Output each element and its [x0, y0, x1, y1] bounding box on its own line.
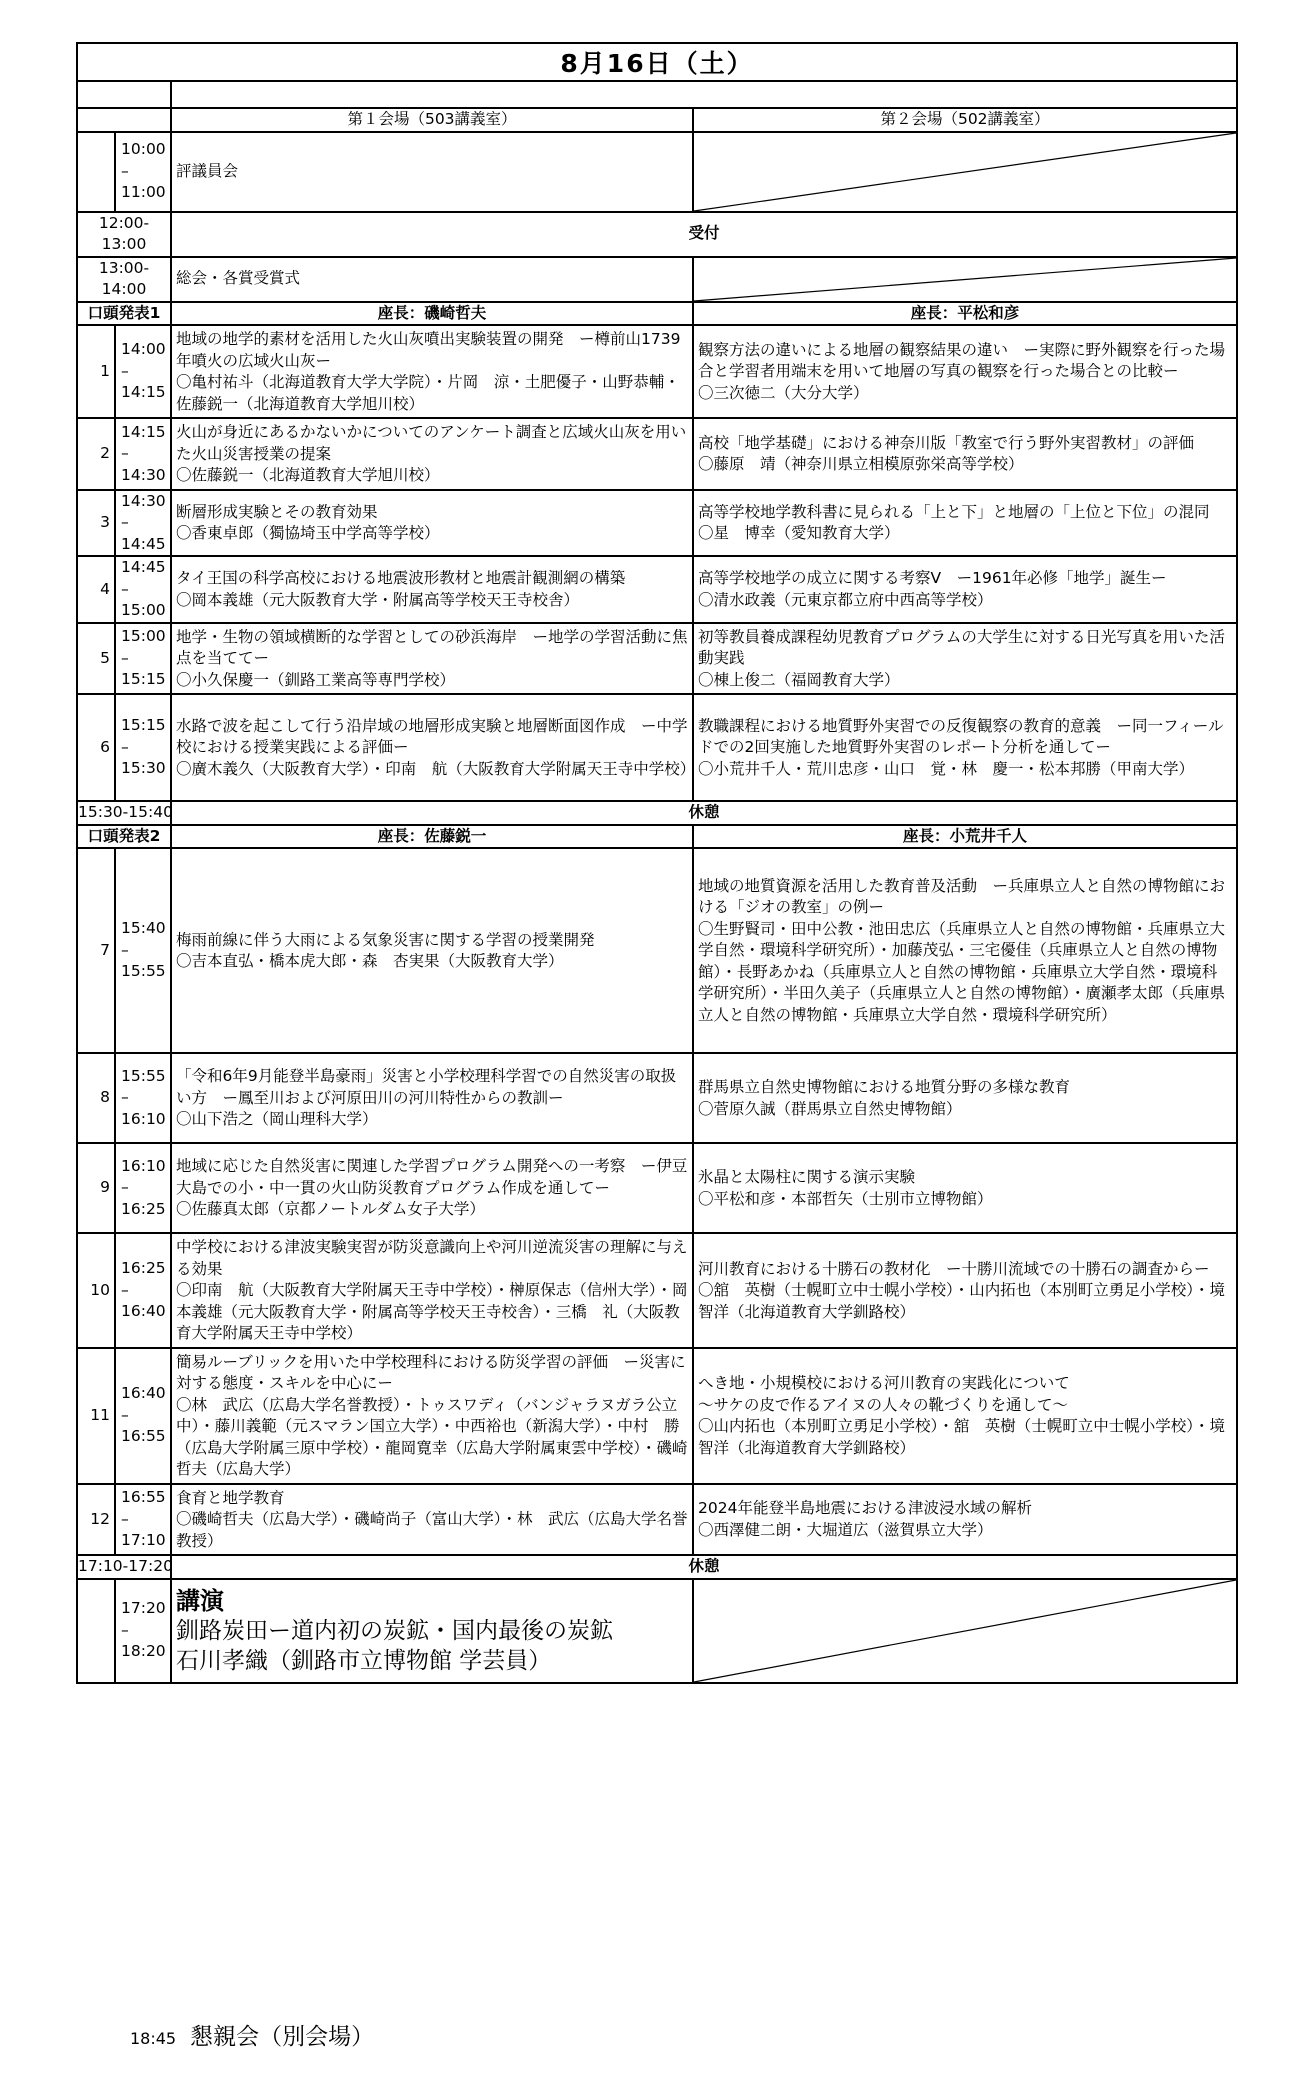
talk-hall2	[693, 694, 1237, 801]
time-start: 14:00	[121, 340, 166, 359]
time-dash: –	[121, 361, 129, 380]
time-start: 16:55	[121, 1488, 166, 1506]
time-end: 17:10	[121, 1531, 166, 1549]
talk-authors: 〇平松和彦・本部哲矢（士別市立博物館）	[698, 1189, 993, 1208]
talk-row	[77, 418, 1237, 490]
time-cell	[115, 694, 171, 801]
date-title: 8月16日（土）	[77, 43, 1237, 81]
break-label: 休憩	[171, 1555, 1237, 1579]
time-cell	[115, 623, 171, 695]
talk-number: 7	[77, 848, 115, 1053]
talk-hall2	[693, 556, 1237, 623]
talk-authors: 〇三次徳二（大分大学）	[698, 383, 869, 402]
talk-title: 高校「地学基礎」における神奈川版「教室で行う野外実習教材」の評価	[698, 433, 1195, 452]
break-time: 15:30-15:40	[77, 801, 171, 825]
talk-authors: 〇生野賢司・田中公教・池田忠広（兵庫県立人と自然の博物館・兵庫県立大学自然・環境科学研究所）・加藤茂弘・三宅優佳（兵庫県立人と自然の博物館）・長野あかね（兵庫県立人と自然の博物館・兵庫県立大学自然・環境科学研究所）・半田久美子（兵庫県立人と自然の博物館）・廣瀬孝太郎（兵庫県立人と自然の博物館・兵庫県立大学自然・環境科学研究所）	[698, 919, 1226, 1024]
lecture-title: 講演	[176, 1586, 224, 1615]
talk-hall1	[171, 1143, 693, 1233]
talk-title: タイ王国の科学高校における地震波形教材と地震計観測網の構築	[176, 569, 626, 588]
talk-title: 梅雨前線に伴う大雨による気象災害に関する学習の授業開発	[176, 930, 595, 949]
talk-number: 1	[77, 325, 115, 418]
talk-authors: 〇山内拓也（本別町立勇足小学校）・舘 英樹（士幌町立中士幌小学校）・境 智洋（北海道教育大学釧路校）	[698, 1417, 1241, 1457]
time-cell	[115, 1233, 171, 1348]
schedule-table	[76, 42, 1241, 1684]
reception-label: 受付	[171, 212, 1237, 257]
venue-hall1: 第１会場（503講義室）	[171, 108, 693, 132]
time-dash: –	[121, 940, 129, 959]
break-label: 休憩	[171, 801, 1237, 825]
talk-title: 地学・生物の領域横断的な学習としての砂浜海岸 ー地学の学習活動に焦点を当ててー	[176, 627, 688, 667]
talk-title: 火山が身近にあるかないかについてのアンケート調査と広域火山灰を用いた火山災害授業の提案	[176, 423, 687, 463]
time-start: 16:10	[121, 1156, 166, 1175]
talk-hall1	[171, 556, 693, 623]
date-row	[77, 43, 1237, 81]
time-cell	[115, 848, 171, 1053]
talk-number: 8	[77, 1053, 115, 1143]
lecture-row	[77, 1579, 1237, 1683]
time-start: 15:00	[121, 627, 166, 645]
time-cell	[115, 490, 171, 557]
talk-number: 10	[77, 1233, 115, 1348]
time-cell	[115, 418, 171, 490]
reception-time-text: 12:00- 13:00	[98, 213, 150, 253]
time-end: 16:10	[121, 1109, 166, 1128]
reception-party	[130, 2018, 374, 2051]
talk-authors: 〇清水政義（元東京都立府中西高等学校）	[698, 590, 993, 609]
general-meeting-row	[77, 257, 1237, 302]
talk-title: へき地・小規模校における河川教育の実践化について	[698, 1374, 1070, 1392]
talk-title: 高等学校地学教科書に見られる「上と下」と地層の「上位と下位」の混同	[698, 502, 1210, 521]
time-dash: –	[121, 579, 129, 598]
talk-authors: 〇山下浩之（岡山理科大学）	[176, 1110, 378, 1129]
blank-cell	[77, 81, 171, 108]
talk-title: 地域に応じた自然災害に関連した学習プログラム開発への一考察 ー伊豆大島での小・中一貫の火山防災教育プログラム作成を通してー	[176, 1157, 688, 1197]
talk-authors: 〇亀村祐斗（北海道教育大学大学院）・片岡 涼・土肥優子・山野恭輔・佐藤鋭一（北海道教育大学旭川校）	[176, 373, 680, 413]
talk-authors: 〇林 武広（広島大学名誉教授）・トゥスワディ（バンジャラヌガラ公立中）・藤川義範（元スマラン国立大学）・中西裕也（新潟大学）・中村 勝（広島大学附属三原中学校）・龍岡寛幸（広島大学附属東雲中学校）・磯崎哲夫（広島大学）	[176, 1395, 688, 1478]
talk-hall1	[171, 623, 693, 695]
talk-hall1	[171, 848, 693, 1053]
talk-authors: 〇小久保慶一（釧路工業高等専門学校）	[176, 670, 456, 689]
talk-row	[77, 848, 1237, 1053]
talk-number: 4	[77, 556, 115, 623]
empty-slot-diagonal	[693, 1579, 1237, 1683]
talk-hall1	[171, 1348, 693, 1484]
break-time: 17:10-17:20	[77, 1555, 171, 1579]
time-cell	[115, 1348, 171, 1484]
time-end: 15:55	[121, 962, 166, 981]
talk-authors: 〇小荒井千人・荒川忠彦・山口 覚・林 慶一・松本邦勝（甲南大学）	[698, 759, 1195, 778]
blank-cell	[171, 81, 1237, 108]
lecture-cell	[171, 1579, 693, 1683]
talk-hall2	[693, 1484, 1237, 1556]
time-dash: –	[121, 1620, 129, 1639]
talk-row	[77, 1053, 1237, 1143]
time-end: 14:30	[121, 465, 166, 484]
session-header-row	[77, 825, 1237, 849]
talk-hall2	[693, 1143, 1237, 1233]
talk-number: 5	[77, 623, 115, 695]
talk-number: 12	[77, 1484, 115, 1556]
reception-time	[77, 212, 171, 257]
talk-hall1	[171, 1053, 693, 1143]
time-cell	[115, 556, 171, 623]
talk-title: 高等学校地学の成立に関する考察Ⅴ ー1961年必修「地学」誕生ー	[698, 569, 1167, 588]
talk-hall2	[693, 325, 1237, 418]
general-meeting-time-text: 13:00- 14:00	[98, 258, 150, 298]
talk-title: 地域の地質資源を活用した教育普及活動 ー兵庫県立人と自然の博物館における「ジオの教室」の例ー	[698, 876, 1226, 917]
time-dash: –	[121, 737, 129, 756]
empty-slot-diagonal	[693, 257, 1237, 302]
talk-title: 河川教育における十勝石の教材化 ー十勝川流域での十勝石の調査からー	[698, 1259, 1210, 1278]
time-cell	[115, 1579, 171, 1683]
time-end: 14:45	[121, 534, 166, 553]
talk-hall1	[171, 1233, 693, 1348]
talk-title: 中学校における津波実験実習が防災意識向上や河川逆流災害の理解に与える効果	[176, 1238, 688, 1278]
talk-title: 教職課程における地質野外実習での反復観察の教育的意義 ー同一フィールドでの2回実施した地質野外実習のレポート分析を通してー	[698, 716, 1224, 757]
chair-hall2: 座長：平松和彦	[693, 302, 1237, 326]
chair-hall1: 座長：佐藤鋭一	[171, 825, 693, 849]
talk-hall2	[693, 418, 1237, 490]
talk-hall2	[693, 1053, 1237, 1143]
break-row	[77, 1555, 1237, 1579]
talk-title: 水路で波を起こして行う沿岸域の地層形成実験と地層断面図作成 ー中学校における授業実践による評価ー	[176, 716, 688, 757]
time-start: 10:00	[121, 140, 166, 159]
time-end: 18:20	[121, 1642, 166, 1661]
talk-authors: 〇磯崎哲夫（広島大学）・磯崎尚子（富山大学）・林 武広（広島大学名誉教授）	[176, 1510, 688, 1550]
talk-hall2	[693, 1233, 1241, 1348]
row-number-blank	[77, 1579, 115, 1683]
time-cell	[115, 1484, 171, 1556]
break-row	[77, 801, 1237, 825]
talk-row	[77, 556, 1237, 623]
time-cell	[115, 325, 171, 418]
time-start: 15:15	[121, 716, 166, 735]
talk-authors: 〇佐藤真太郎（京都ノートルダム女子大学）	[176, 1200, 485, 1219]
time-start: 16:40	[121, 1384, 166, 1403]
row-number-blank	[77, 132, 115, 212]
session-label: 口頭発表1	[77, 302, 171, 326]
talk-authors: 〇廣木義久（大阪教育大学）・印南 航（大阪教育大学附属天王寺中学校）	[176, 759, 696, 778]
session-label: 口頭発表2	[77, 825, 171, 849]
talk-row	[77, 1233, 1237, 1348]
talk-title: 食育と地学教育	[176, 1488, 285, 1507]
venue-hall2: 第２会場（502講義室）	[693, 108, 1237, 132]
talk-authors: 〇香東卓郎（獨協埼玉中学高等学校）	[176, 524, 440, 543]
talk-row	[77, 1143, 1237, 1233]
talk-row	[77, 623, 1237, 695]
time-cell	[115, 132, 171, 212]
talk-authors: 〇佐藤鋭一（北海道教育大学旭川校）	[176, 466, 440, 484]
time-dash: –	[121, 1280, 129, 1299]
time-end: 11:00	[121, 183, 166, 202]
talk-authors: 〇舘 英樹（士幌町立中士幌小学校）・山内拓也（本別町立勇足小学校）・境 智洋（北海道教育大学釧路校）	[698, 1281, 1241, 1321]
time-end: 15:00	[121, 601, 166, 619]
talk-authors: 〇藤原 靖（神奈川県立相模原弥栄高等学校）	[698, 455, 1024, 474]
talk-row	[77, 490, 1237, 557]
talk-hall2	[693, 848, 1237, 1053]
time-end: 16:55	[121, 1427, 166, 1446]
talk-authors: 〇星 博幸（愛知教育大学）	[698, 524, 900, 543]
talk-authors: 〇印南 航（大阪教育大学附属天王寺中学校）・榊原保志（信州大学）・岡本義雄（元大阪教育大学・附属高等学校天王寺校舎）・三橋 礼（大阪教育大学附属天王寺中学校）	[176, 1281, 688, 1342]
council-label: 評議員会	[171, 132, 693, 212]
talk-row	[77, 1484, 1237, 1556]
time-end: 16:40	[121, 1302, 166, 1320]
talk-title: 地域の地学的素材を活用した火山灰噴出実験装置の開発 ー樽前山1739年噴火の広域火山灰ー	[176, 330, 681, 370]
time-start: 14:30	[121, 491, 166, 510]
council-row	[77, 132, 1237, 212]
talk-authors: 〇棟上俊二（福岡教育大学）	[698, 670, 900, 689]
general-meeting-time	[77, 257, 171, 302]
time-start: 15:40	[121, 919, 166, 938]
time-dash: –	[121, 513, 129, 531]
time-dash: –	[121, 161, 129, 180]
talk-authors: 〇岡本義雄（元大阪教育大学・附属高等学校天王寺校舎）	[176, 590, 580, 609]
session-header-row	[77, 302, 1237, 326]
talk-hall1	[171, 325, 693, 418]
talk-number: 9	[77, 1143, 115, 1233]
time-start: 14:45	[121, 558, 166, 576]
time-start: 15:55	[121, 1066, 166, 1085]
talk-hall1	[171, 694, 696, 801]
talk-title: 群馬県立自然史博物館における地質分野の多様な教育	[698, 1078, 1071, 1096]
party-label: 懇親会（別会場）	[190, 2024, 375, 2050]
talk-title: 氷晶と太陽柱に関する演示実験	[698, 1168, 916, 1186]
talk-authors: 〇菅原久誠（群馬県立自然史博物館）	[698, 1099, 962, 1118]
lecture-speaker: 石川孝織（釧路市立博物館 学芸員）	[176, 1647, 552, 1674]
talk-hall2	[693, 1348, 1241, 1484]
talk-row	[77, 325, 1237, 418]
general-meeting-label: 総会・各賞受賞式	[171, 257, 693, 302]
venue-time-blank	[77, 108, 171, 132]
talk-hall1	[171, 490, 693, 557]
talk-number: 2	[77, 418, 115, 490]
time-dash: –	[121, 444, 129, 462]
time-start: 16:25	[121, 1259, 166, 1277]
talk-authors: 〇吉本直弘・橋本虎大郎・森 杏実果（大阪教育大学）	[176, 952, 564, 970]
time-cell	[115, 1053, 171, 1143]
talk-number: 6	[77, 694, 115, 801]
talk-number: 3	[77, 490, 115, 557]
talk-title: 断層形成実験とその教育効果	[176, 502, 378, 521]
talk-number: 11	[77, 1348, 115, 1484]
time-start: 17:20	[121, 1599, 166, 1618]
talk-title: 観察方法の違いによる地層の観察結果の違い ー実際に野外観察を行った場合と学習者用端末を用いて地層の写真の観察を行った場合との比較ー	[698, 340, 1226, 381]
time-end: 16:25	[121, 1199, 166, 1218]
reception-row	[77, 212, 1237, 257]
time-end: 15:30	[121, 759, 166, 778]
talk-authors: 〇西澤健二朗・大堀道広（滋賀県立大学）	[698, 1520, 993, 1539]
blank-row	[77, 81, 1237, 108]
lecture-topic: 釧路炭田ー道内初の炭鉱・国内最後の炭鉱	[176, 1617, 613, 1644]
talk-row	[77, 694, 1237, 801]
talk-title: 2024年能登半島地震における津波浸水域の解析	[698, 1499, 1032, 1518]
time-dash: –	[121, 1088, 129, 1107]
time-dash: –	[121, 1405, 129, 1424]
talk-title: 初等教員養成課程幼児教育プログラムの大学生に対する日光写真を用いた活動実践	[698, 627, 1225, 667]
talk-hall2	[693, 490, 1237, 557]
talk-title: 「令和6年9月能登半島豪雨」災害と小学校理科学習での自然災害の取扱い方 ー鳳至川および河原田川の河川特性からの教訓ー	[176, 1067, 677, 1107]
talk-hall1	[171, 1484, 693, 1556]
chair-hall2: 座長：小荒井千人	[693, 825, 1237, 849]
time-end: 14:15	[121, 383, 166, 402]
venue-header-row	[77, 108, 1237, 132]
talk-title: 簡易ルーブリックを用いた中学校理科における防災学習の評価 ー災害に対する態度・スキルを中心にー	[176, 1352, 686, 1392]
talk-row	[77, 1348, 1237, 1484]
empty-slot-diagonal	[693, 132, 1237, 212]
time-dash: –	[121, 1178, 129, 1197]
talk-hall2	[693, 623, 1237, 695]
time-dash: –	[121, 648, 129, 667]
time-end: 15:15	[121, 670, 166, 688]
time-dash: –	[121, 1509, 129, 1528]
talk-authors: ～サケの皮で作るアイヌの人々の靴づくりを通して～	[698, 1395, 1068, 1414]
party-time: 18:45	[130, 2029, 177, 2048]
time-start: 14:15	[121, 422, 166, 441]
chair-hall1: 座長：磯崎哲夫	[171, 302, 693, 326]
talk-hall1	[171, 418, 693, 490]
time-cell	[115, 1143, 171, 1233]
